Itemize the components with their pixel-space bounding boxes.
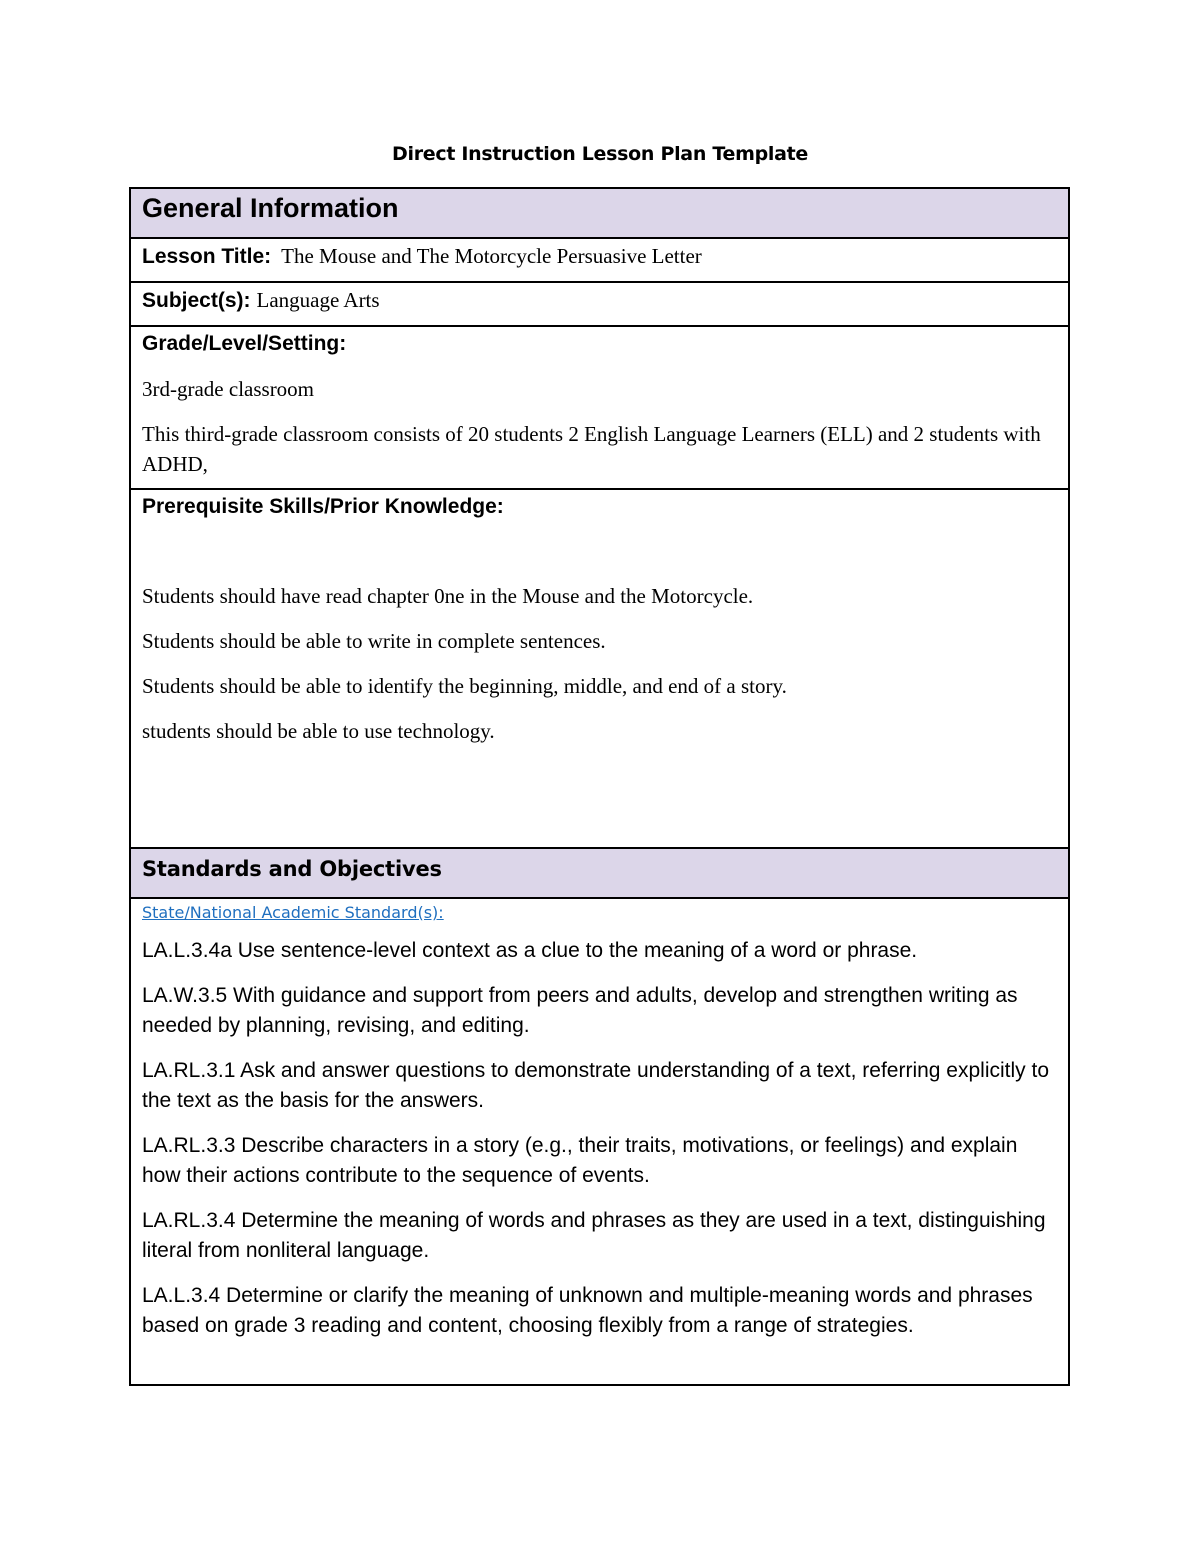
standard-item: LA.RL.3.4 Determine the meaning of words and phrases as they are used in a text, distinguishing literal from nonliteral language.: [142, 1209, 1046, 1262]
prerequisite-line-1: Students should have read chapter 0ne in the Mouse and the Motorcycle.: [142, 584, 754, 608]
general-information-header: [131, 189, 1068, 239]
standard-item: LA.RL.3.3 Describe characters in a story (e.g., their traits, motivations, or feelings) and explain how their actions contribute to the sequence of events.: [142, 1134, 1018, 1187]
prerequisite-row: [131, 490, 1068, 849]
prerequisite-line-2: Students should be able to write in complete sentences.: [142, 629, 606, 653]
lesson-title-value: The Mouse and The Motorcycle Persuasive Letter: [281, 244, 702, 268]
prerequisite-line-3: Students should be able to identify the beginning, middle, and end of a story.: [142, 674, 787, 698]
document-title: Direct Instruction Lesson Plan Template: [392, 143, 808, 165]
grade-level-setting-label: Grade/Level/Setting:: [142, 332, 347, 355]
standards-row: [131, 899, 1068, 1384]
subjects-value: Language Arts: [256, 288, 380, 312]
standard-item: LA.L.3.4 Determine or clarify the meaning of unknown and multiple-meaning words and phrases based on grade 3 reading and content, choosing flexibly from a range of strategies.: [142, 1284, 1033, 1337]
prerequisite-line-4: students should be able to use technology.: [142, 719, 495, 743]
prerequisite-label: Prerequisite Skills/Prior Knowledge:: [142, 495, 504, 518]
grade-line-2: This third-grade classroom consists of 20 students 2 English Language Learners (ELL) and 2 students with ADHD,: [142, 422, 1041, 476]
lesson-title-label: Lesson Title:: [142, 245, 272, 268]
grade-line-1: 3rd-grade classroom: [142, 377, 315, 401]
standard-item: LA.L.3.4a Use sentence-level context as a clue to the meaning of a word or phrase.: [142, 939, 918, 962]
standards-label-link[interactable]: State/National Academic Standard(s):: [142, 903, 444, 922]
general-information-heading: General Information: [142, 193, 399, 223]
subjects-label: Subject(s):: [142, 289, 251, 312]
grade-level-setting-row: [131, 327, 1068, 490]
standards-objectives-header: [131, 849, 1068, 899]
standards-objectives-heading: Standards and Objectives: [142, 857, 442, 881]
lesson-title-row: [131, 239, 1068, 283]
lesson-plan-table: [129, 187, 1070, 1386]
standard-item: LA.W.3.5 With guidance and support from peers and adults, develop and strengthen writing as needed by planning, revising, and editing.: [142, 984, 1018, 1037]
standard-item: LA.RL.3.1 Ask and answer questions to demonstrate understanding of a text, referring explicitly to the text as the basis for the answers.: [142, 1059, 1050, 1112]
subjects-row: [131, 283, 1068, 327]
